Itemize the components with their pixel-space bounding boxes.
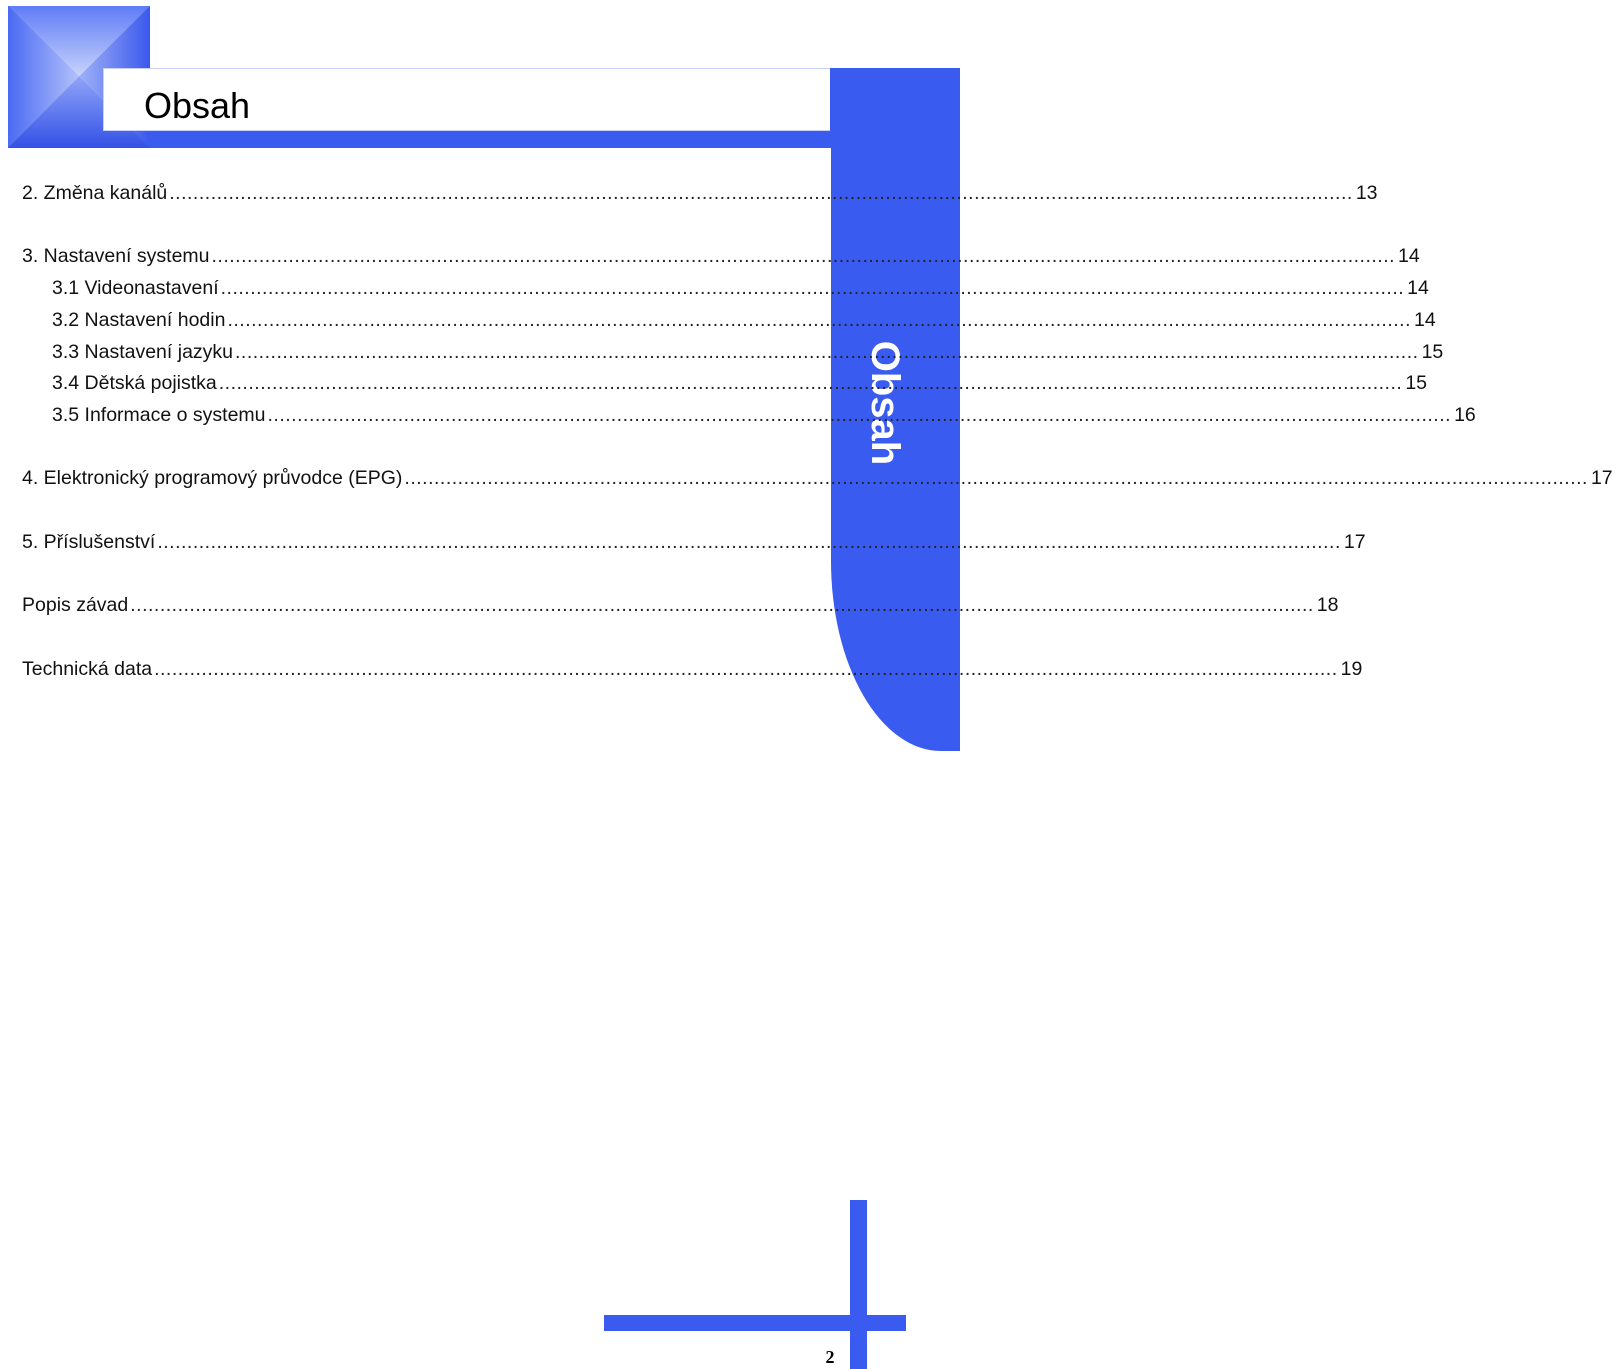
toc-entry-label: 3.2 Nastavení hodin <box>52 309 226 331</box>
page-number: 2 <box>825 1347 835 1367</box>
toc-entry[interactable] <box>52 307 1436 333</box>
toc-entry-page: 16 <box>1454 404 1476 426</box>
toc-leader-dots: ........................................................................................................................................................................................................ <box>157 531 1341 553</box>
toc-entry[interactable] <box>52 275 1429 301</box>
toc-leader-dots: ........................................................................................................................................................................................................ <box>267 404 1452 426</box>
toc-entry[interactable] <box>22 529 1366 555</box>
toc-entry-label: Popis závad <box>22 594 129 616</box>
toc-entry-page: 15 <box>1421 341 1444 363</box>
toc-entry-page: 17 <box>1343 531 1366 553</box>
toc-entry-page: 14 <box>1414 309 1436 331</box>
toc-entry-label: Technická data <box>22 658 153 680</box>
toc-leader-dots: ........................................................................................................................................................................................................ <box>404 467 1588 489</box>
toc-entry-label: 4. Elektronický programový průvodce (EPG) <box>22 467 403 489</box>
toc-entry[interactable] <box>52 370 1428 396</box>
page-title: Obsah <box>144 85 251 126</box>
toc-leader-dots: ........................................................................................................................................................................................................ <box>218 372 1403 394</box>
toc-leader-dots: ........................................................................................................................................................................................................ <box>169 182 1353 204</box>
toc-leader-dots: ........................................................................................................................................................................................................ <box>130 594 1314 616</box>
side-tab-label: Obsah <box>863 340 907 466</box>
toc-leader-dots: ........................................................................................................................................................................................................ <box>154 658 1338 680</box>
toc-entry[interactable] <box>22 243 1420 269</box>
toc-entry-label: 3.4 Dětská pojistka <box>52 372 217 394</box>
toc-entry[interactable] <box>22 592 1339 618</box>
corner-mark-vertical <box>850 1200 867 1369</box>
toc-entry-label: 5. Příslušenství <box>22 531 156 553</box>
toc-leader-dots: ........................................................................................................................................................................................................ <box>235 341 1419 363</box>
toc-entry-page: 13 <box>1355 182 1378 204</box>
toc-leader-dots: ........................................................................................................................................................................................................ <box>227 309 1411 331</box>
toc-entry-label: 3.3 Nastavení jazyku <box>52 341 234 363</box>
toc-leader-dots: ........................................................................................................................................................................................................ <box>220 277 1405 299</box>
toc-entry[interactable] <box>52 339 1444 365</box>
toc-entry[interactable] <box>22 180 1378 206</box>
toc-entry[interactable] <box>52 402 1476 428</box>
toc-entry-label: 3. Nastavení systemu <box>22 245 210 267</box>
toc-entry-page: 14 <box>1398 245 1420 267</box>
corner-mark-horizontal <box>604 1315 906 1331</box>
toc-entry-label: 3.1 Videonastavení <box>52 277 219 299</box>
toc-entry-page: 17 <box>1590 467 1613 489</box>
toc-entry-page: 15 <box>1405 372 1428 394</box>
toc-entry-page: 14 <box>1407 277 1429 299</box>
toc-entry-page: 19 <box>1340 658 1363 680</box>
toc-entry-label: 2. Změna kanálů <box>22 182 168 204</box>
toc-entry-label: 3.5 Informace o systemu <box>52 404 266 426</box>
toc-entry[interactable] <box>22 656 1363 682</box>
toc-entry[interactable] <box>22 465 1613 491</box>
toc-entry-page: 18 <box>1316 594 1339 616</box>
toc-leader-dots: ........................................................................................................................................................................................................ <box>211 245 1396 267</box>
